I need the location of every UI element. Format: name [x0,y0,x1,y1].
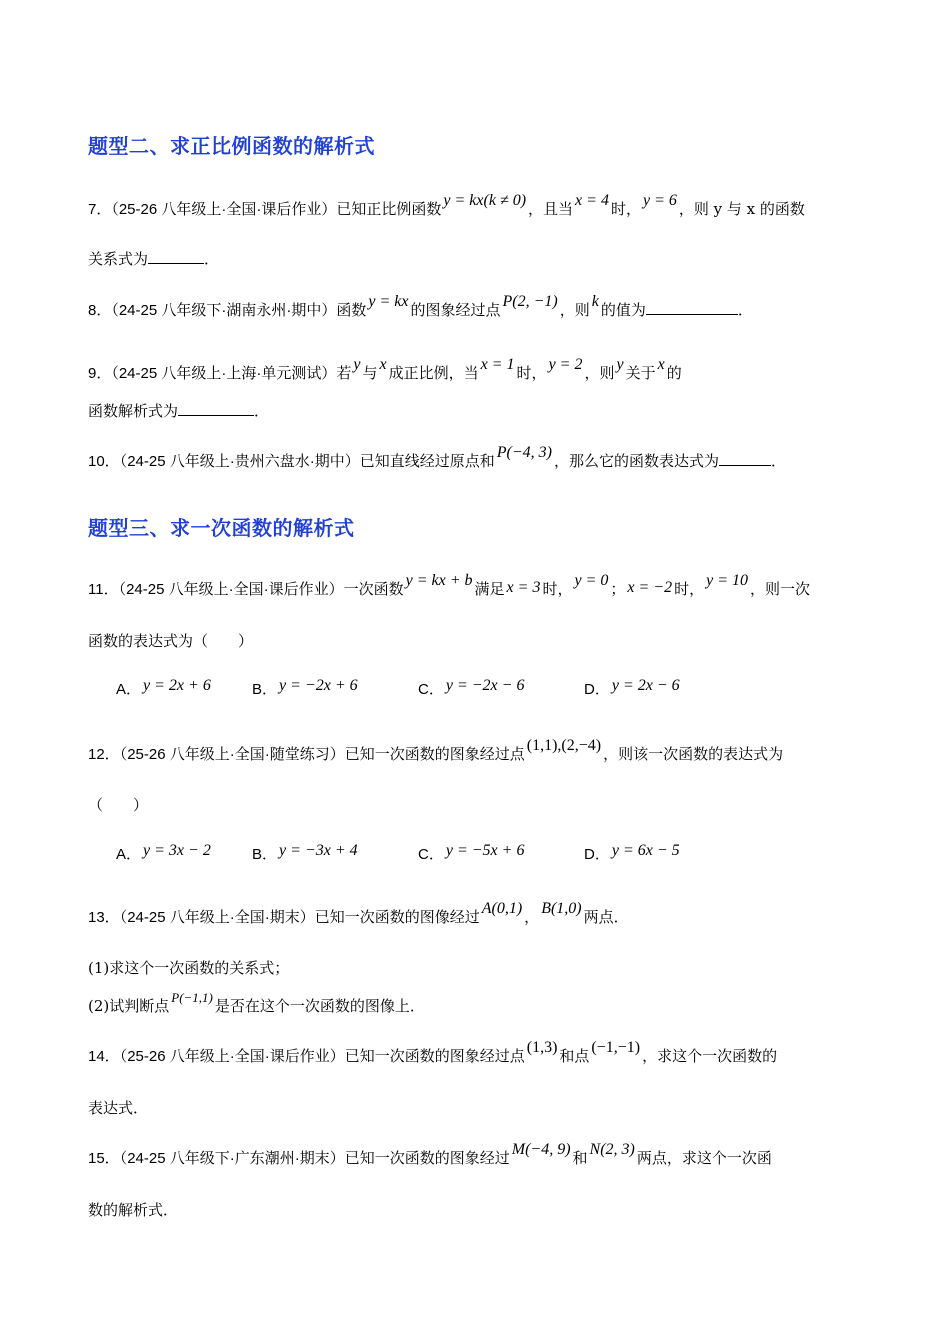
question-text: ； [610,580,626,598]
question-text: (2)试判断点 [88,997,170,1015]
question-text: ，则该一次函数的表达式为 [603,745,784,763]
question-8 [88,293,753,322]
question-text: 关系式为 [88,250,149,268]
question-source: （25-26 八年级上·全国·课后作业） [119,1048,345,1065]
question-text: 已知一次函数的图像经过 [314,908,480,926]
math-expr: y = 0 [574,572,609,589]
math-expr: y = 2 [548,356,583,373]
question-15 [88,1141,772,1170]
question-source: （24-25 八年级上·全国·期末） [119,909,315,926]
question-source: （24-25 八年级上·贵州六盘水·期中） [119,453,360,470]
math-expr: x = 4 [575,192,609,209]
question-text: 函数解析式为 [88,402,179,420]
math-expr: A(0,1) [481,900,523,917]
option-label: D． [584,846,610,863]
math-expr: x [657,356,665,373]
option-d[interactable] [584,678,682,699]
option-label: C． [418,681,444,698]
math-expr: y = 6 [642,192,677,209]
question-text: 一次函数 [343,580,404,598]
question-text: ，求这个一次函数的 [642,1047,778,1065]
question-text: （ ） [88,796,149,814]
question-text: ． [204,250,220,268]
question-9 [88,356,682,385]
question-10 [88,444,786,473]
math-expr: k [591,293,599,310]
question-text: 函数 [336,301,367,319]
question-text: 已知一次函数的图象经过点 [344,745,525,763]
question-text: 若 [336,364,352,382]
question-text: ，且当 [528,200,574,218]
option-b[interactable] [252,843,360,864]
question-text: 两点，求这个一次函 [636,1149,772,1167]
question-number: 9． [88,365,112,382]
question-text: 两点． [583,908,629,926]
question-source: （25-26 八年级上·全国·课后作业） [111,201,337,218]
question-text: 成正比例，当 [388,364,479,382]
question-13-part-2 [88,990,425,1018]
math-expr: x = −2 [627,579,673,596]
question-text: ． [737,301,753,319]
math-expr: y = kx(k ≠ 0) [443,192,527,209]
math-expr: x = 3 [506,579,541,596]
answer-blank [148,249,204,264]
question-number: 12． [88,746,120,763]
option-label: B． [252,681,278,698]
question-source: （24-25 八年级下·广东潮州·期末） [119,1150,345,1167]
math-expr: y = −2x − 6 [445,677,525,694]
math-expr: y = 3x − 2 [143,842,211,859]
math-expr: y = −5x + 6 [445,842,525,859]
question-text: 关于 [625,364,656,382]
question-number: 8． [88,302,112,319]
option-d[interactable] [584,843,682,864]
math-expr: y = 10 [706,572,749,589]
question-12 [88,737,784,766]
question-text: 的 [666,364,682,382]
question-14 [88,1039,778,1068]
question-text: ． [770,452,786,470]
math-expr: M(−4, 9) [511,1141,571,1158]
question-text: ，则一次 [750,580,811,598]
question-text: 已知正比例函数 [336,200,442,218]
question-text: ，则 y 与 x 的函数 [678,200,805,218]
question-source: （25-26 八年级上·全国·随堂练习） [119,746,345,763]
section-heading: 题型三、求一次函数的解析式 [88,516,355,540]
question-text: 时， [542,580,573,598]
question-text: 表达式． [88,1099,149,1117]
question-text: (1)求这个一次函数的关系式； [88,959,290,977]
question-text: 的图象经过点 [410,301,501,319]
math-expr: P(−1,1) [171,990,213,1005]
question-text: ． [254,402,270,420]
question-text: ， [524,908,540,926]
question-text: 时， [674,580,705,598]
math-expr: P(2, −1) [502,293,558,310]
option-label: B． [252,846,278,863]
question-text: 满足 [474,580,505,598]
option-a[interactable] [116,843,213,864]
question-text: 已知一次函数的图象经过 [344,1149,510,1167]
question-text: 已知直线经过原点和 [359,452,495,470]
question-text: ，那么它的函数表达式为 [553,452,719,470]
section-heading: 题型二、求正比例函数的解析式 [88,134,375,158]
question-source: （24-25 八年级上·全国·课后作业） [118,581,344,598]
question-14-cont [88,1097,148,1119]
question-text: 和 [572,1149,588,1167]
math-expr: y = 2x + 6 [143,677,211,694]
question-text: 已知一次函数的图象经过点 [344,1047,525,1065]
question-13-part-1 [88,957,289,979]
question-text: 的值为 [600,301,646,319]
question-12-cont [88,794,148,816]
question-7 [88,192,805,221]
question-7-cont [88,248,219,270]
question-text: ，则 [584,364,615,382]
option-c[interactable] [418,843,526,864]
question-number: 7． [88,201,112,218]
option-label: D． [584,681,610,698]
math-expr: x [379,356,387,373]
math-expr: (−1,−1) [591,1039,641,1056]
question-text: 和点 [559,1047,590,1065]
math-expr: (1,3) [526,1039,558,1056]
math-expr: x = 1 [480,356,515,373]
question-number: 11． [88,581,119,598]
question-source: （24-25 八年级上·上海·单元测试） [111,365,337,382]
math-expr: N(2, 3) [589,1141,635,1158]
question-number: 14． [88,1048,120,1065]
math-expr: (1,1),(2,−4) [526,737,602,754]
question-text: 时， [610,200,641,218]
option-label: A． [116,846,142,863]
question-source: （24-25 八年级下·湖南永州·期中） [111,302,337,319]
question-text: 数的解析式． [88,1201,179,1219]
math-expr: B(1,0) [541,900,582,917]
math-expr: y = kx [368,293,409,310]
question-text: 函数的表达式为（ ） [88,632,254,650]
question-text: 是否在这个一次函数的图像上． [214,997,425,1015]
math-expr: y = 2x − 6 [611,677,680,694]
question-number: 13． [88,909,120,926]
question-11-cont [88,630,253,652]
question-15-cont [88,1199,178,1221]
answer-blank [646,300,738,315]
math-expr: y [353,356,361,373]
question-number: 10． [88,453,120,470]
math-expr: P(−4, 3) [496,444,552,461]
option-c[interactable] [418,678,526,699]
option-label: C． [418,846,444,863]
option-b[interactable] [252,678,360,699]
question-text: ，则 [559,301,590,319]
question-number: 15． [88,1150,120,1167]
math-expr: y = 6x − 5 [611,842,680,859]
math-expr: y [616,356,624,373]
math-expr: y = kx + b [405,572,473,589]
math-expr: y = −3x + 4 [279,842,358,859]
question-text: 与 [362,364,378,382]
answer-blank [719,451,771,466]
question-13 [88,900,629,929]
option-a[interactable] [116,678,213,699]
question-11 [88,572,811,601]
math-expr: y = −2x + 6 [279,677,358,694]
question-9-cont [88,400,269,422]
question-text: 时， [516,364,547,382]
option-label: A． [116,681,142,698]
answer-blank [178,401,254,416]
